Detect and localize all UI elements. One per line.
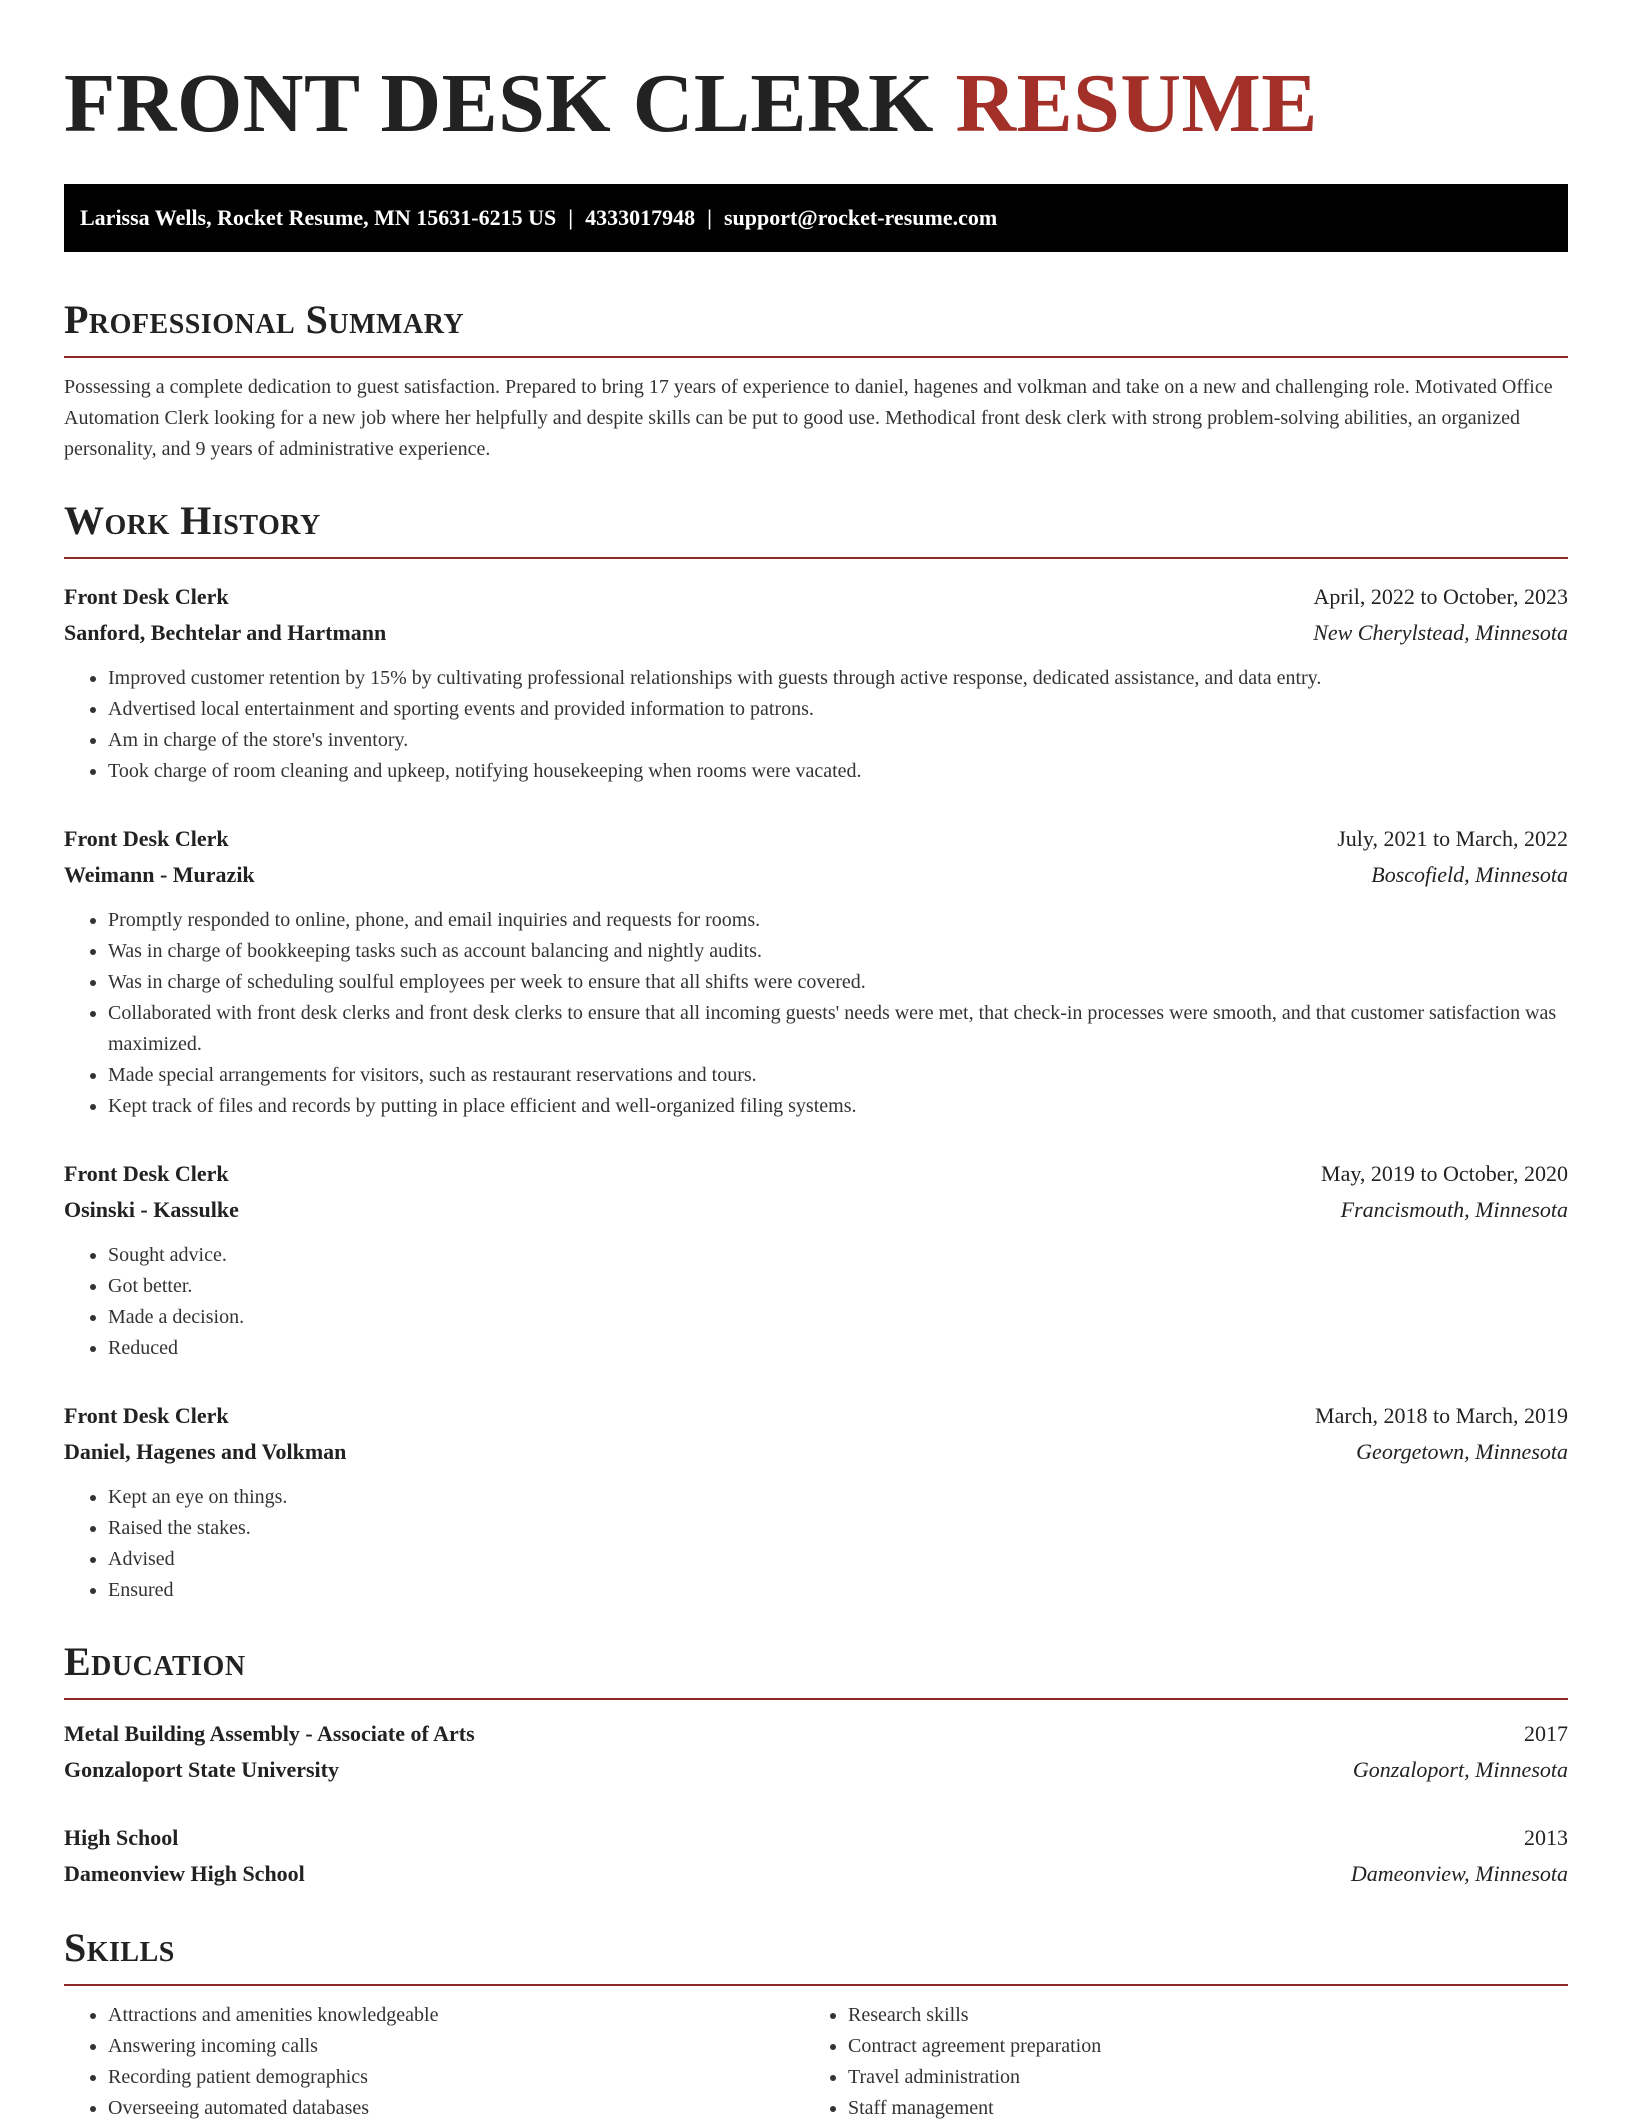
summary-text: Possessing a complete dedication to guest satisfaction. Prepared to bring 17 years of experience to daniel, hagenes and volkman and take on a new and challenging role. Motivated Office Automation Clerk looking for a new job where her helpfully and despite skills can be put to good use. Methodical front desk clerk with strong problem-solving abilities, an organized personality, and 9 years of administrative experience. bbox=[64, 376, 1553, 460]
job-entry bbox=[64, 1156, 1568, 1364]
section-heading-work-history: Work History bbox=[64, 498, 321, 543]
skill-item: • Recording patient demographics bbox=[108, 2062, 804, 2093]
list-item: • Made a decision. bbox=[108, 1302, 1568, 1333]
contact-separator: | bbox=[568, 205, 574, 230]
job-header-row bbox=[64, 1156, 1568, 1192]
contact-separator: | bbox=[707, 205, 712, 230]
skill-item: • Answering incoming calls bbox=[108, 2031, 804, 2062]
job-bullets bbox=[64, 1482, 1568, 1606]
skill-item: • Staff management bbox=[848, 2093, 1544, 2124]
education-header-row bbox=[64, 1716, 1568, 1752]
list-item: • Improved customer retention by 15% by cultivating professional relationships with guests through active response, dedicated assistance, and data entry. bbox=[108, 663, 1568, 694]
education-year: 2017 bbox=[1524, 1721, 1568, 1746]
job-dates: April, 2022 to October, 2023 bbox=[1313, 584, 1568, 609]
summary-section bbox=[64, 294, 1568, 465]
job-company-row bbox=[64, 1434, 1568, 1470]
job-bullets bbox=[64, 905, 1568, 1122]
job-entry bbox=[64, 1398, 1568, 1606]
job-dates: May, 2019 to October, 2020 bbox=[1321, 1161, 1568, 1186]
job-company: Weimann - Murazik bbox=[64, 862, 255, 887]
education-entry bbox=[64, 1820, 1568, 1892]
list-item: • Collaborated with front desk clerks and front desk clerks to ensure that all incoming guests' needs were met, that check-in processes were smooth, and that customer satisfaction was maximized. bbox=[108, 998, 1568, 1060]
education-year: 2013 bbox=[1524, 1825, 1568, 1850]
job-dates: March, 2018 to March, 2019 bbox=[1315, 1403, 1568, 1428]
list-item: • Sought advice. bbox=[108, 1240, 1568, 1271]
section-divider bbox=[64, 1698, 1568, 1700]
education-location: Gonzaloport, Minnesota bbox=[1352, 1757, 1568, 1782]
job-location: Francismouth, Minnesota bbox=[1340, 1197, 1568, 1222]
job-company: Daniel, Hagenes and Volkman bbox=[64, 1439, 347, 1464]
list-item: • Promptly responded to online, phone, and email inquiries and requests for rooms. bbox=[108, 905, 1568, 936]
section-divider bbox=[64, 1984, 1568, 1986]
section-divider bbox=[64, 356, 1568, 358]
list-item: • Was in charge of scheduling soulful employees per week to ensure that all shifts were covered. bbox=[108, 967, 1568, 998]
list-item: • Advertised local entertainment and sporting events and provided information to patrons. bbox=[108, 694, 1568, 725]
list-item: • Advised bbox=[108, 1544, 1568, 1575]
skill-item: • Contract agreement preparation bbox=[848, 2031, 1544, 2062]
skills-columns bbox=[64, 2000, 1568, 2124]
page-title bbox=[64, 58, 1568, 150]
resume-page bbox=[64, 0, 1568, 2124]
job-bullets bbox=[64, 663, 1568, 787]
job-company-row bbox=[64, 615, 1568, 651]
education-school-row bbox=[64, 1856, 1568, 1892]
title-main: FRONT DESK CLERK bbox=[64, 57, 934, 150]
title-accent: RESUME bbox=[955, 57, 1318, 150]
education-header-row bbox=[64, 1820, 1568, 1856]
job-company-row bbox=[64, 1192, 1568, 1228]
job-bullets bbox=[64, 1240, 1568, 1364]
list-item: • Kept track of files and records by putting in place efficient and well-organized filing systems. bbox=[108, 1091, 1568, 1122]
section-heading-skills: Skills bbox=[64, 1925, 175, 1970]
education-school: Dameonview High School bbox=[64, 1861, 305, 1886]
list-item: • Raised the stakes. bbox=[108, 1513, 1568, 1544]
job-dates: July, 2021 to March, 2022 bbox=[1337, 826, 1568, 851]
list-item: • Was in charge of bookkeeping tasks such as account balancing and nightly audits. bbox=[108, 936, 1568, 967]
job-company: Osinski - Kassulke bbox=[64, 1197, 239, 1222]
skill-item: • Overseeing automated databases bbox=[108, 2093, 804, 2124]
job-title: Front Desk Clerk bbox=[64, 1161, 229, 1186]
section-heading-summary: Professional Summary bbox=[64, 297, 465, 342]
job-entry bbox=[64, 821, 1568, 1122]
education-entry bbox=[64, 1716, 1568, 1788]
contact-phone: 4333017948 bbox=[585, 205, 696, 230]
list-item: • Took charge of room cleaning and upkeep, notifying housekeeping when rooms were vacated. bbox=[108, 756, 1568, 787]
education-location: Dameonview, Minnesota bbox=[1350, 1861, 1568, 1886]
job-location: Georgetown, Minnesota bbox=[1356, 1439, 1568, 1464]
contact-bar bbox=[64, 184, 1568, 252]
list-item: • Made special arrangements for visitors, such as restaurant reservations and tours. bbox=[108, 1060, 1568, 1091]
skill-item: • Attractions and amenities knowledgeable bbox=[108, 2000, 804, 2031]
skills-list-left bbox=[64, 2000, 804, 2124]
job-header-row bbox=[64, 821, 1568, 857]
job-header-row bbox=[64, 579, 1568, 615]
skills-list-right bbox=[804, 2000, 1544, 2124]
contact-address: Larissa Wells, Rocket Resume, MN 15631-6215 US bbox=[80, 205, 557, 230]
skill-item: • Research skills bbox=[848, 2000, 1544, 2031]
job-title: Front Desk Clerk bbox=[64, 1403, 229, 1428]
job-location: New Cherylstead, Minnesota bbox=[1313, 620, 1568, 645]
job-header-row bbox=[64, 1398, 1568, 1434]
job-title: Front Desk Clerk bbox=[64, 826, 229, 851]
skills-section bbox=[64, 1922, 1568, 2124]
skill-item: • Travel administration bbox=[848, 2062, 1544, 2093]
education-degree: High School bbox=[64, 1825, 179, 1850]
education-school: Gonzaloport State University bbox=[64, 1757, 339, 1782]
job-location: Boscofield, Minnesota bbox=[1371, 862, 1568, 887]
education-section bbox=[64, 1636, 1568, 1892]
job-entry bbox=[64, 579, 1568, 787]
contact-email: support@rocket-resume.com bbox=[723, 205, 998, 230]
work-history-section bbox=[64, 495, 1568, 1606]
list-item: • Am in charge of the store's inventory. bbox=[108, 725, 1568, 756]
list-item: • Kept an eye on things. bbox=[108, 1482, 1568, 1513]
list-item: • Ensured bbox=[108, 1575, 1568, 1606]
job-company: Sanford, Bechtelar and Hartmann bbox=[64, 620, 387, 645]
section-heading-education: Education bbox=[64, 1639, 246, 1684]
job-company-row bbox=[64, 857, 1568, 893]
list-item: • Got better. bbox=[108, 1271, 1568, 1302]
education-degree: Metal Building Assembly - Associate of Arts bbox=[64, 1721, 475, 1746]
section-divider bbox=[64, 557, 1568, 559]
list-item: • Reduced bbox=[108, 1333, 1568, 1364]
job-title: Front Desk Clerk bbox=[64, 584, 229, 609]
education-school-row bbox=[64, 1752, 1568, 1788]
